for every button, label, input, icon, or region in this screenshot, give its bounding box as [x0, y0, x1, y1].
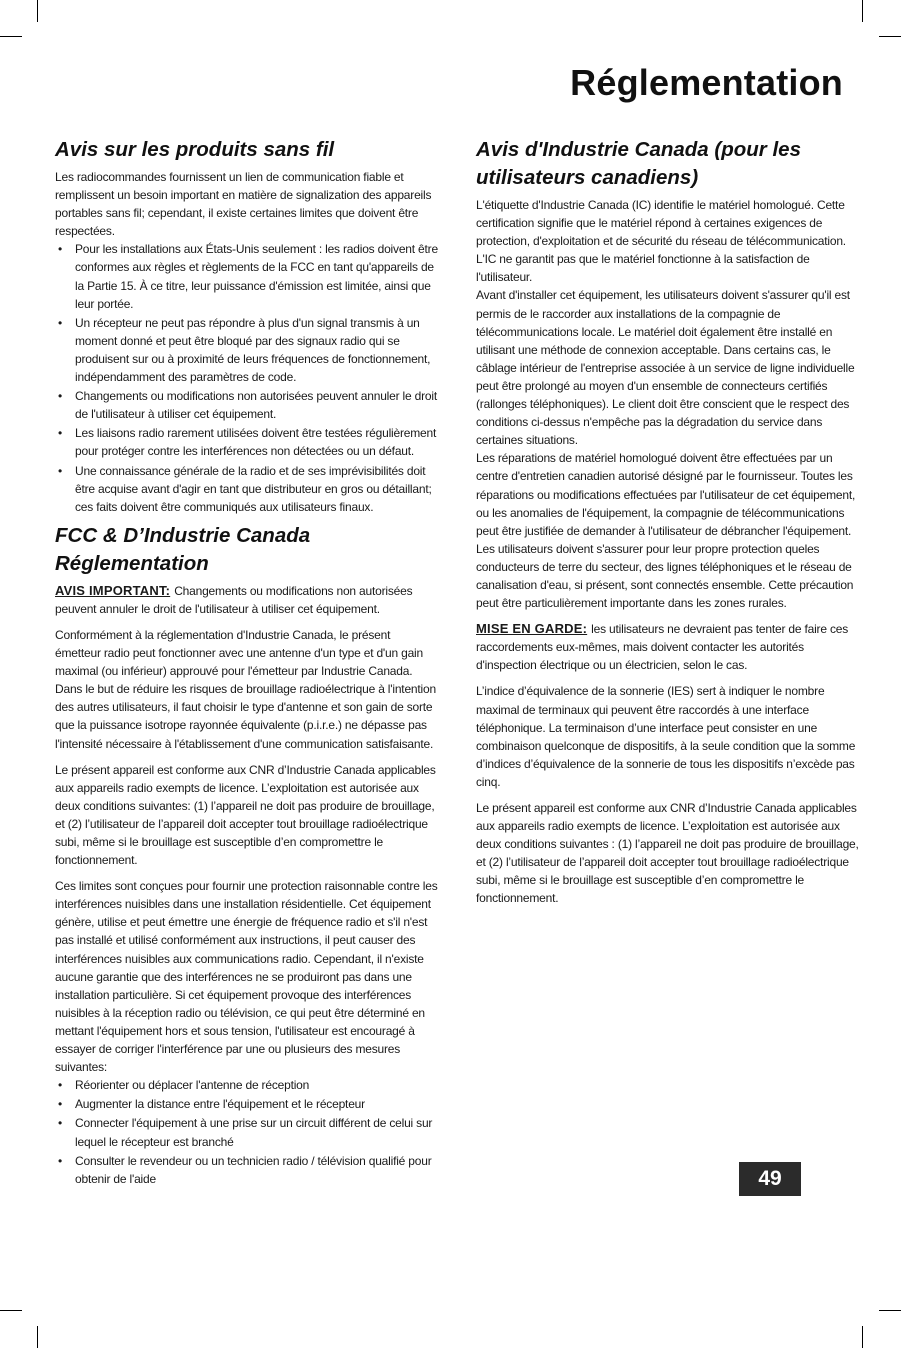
list-item: • Réorienter ou déplacer l'antenne de réception — [55, 1076, 439, 1094]
left-column — [55, 136, 439, 1194]
page-title: Réglementation — [570, 62, 843, 103]
list-item: • Consulter le revendeur ou un technicien radio / télévision qualifié pour obtenir de l'aide — [55, 1152, 439, 1188]
fcc-paragraph: Ces limites sont conçues pour fournir une protection raisonnable contre les interférences nuisibles dans une installation résidentielle. Cet équipement génère, utilise et peut émettre une énergie de fréquence radio et s'il n'est pas installé et utilisé conformément aux instructions, il peut causer des interférences nuisibles aux communications radio. Cependant, il n'existe aucune garantie que des interférences ne se produiront pas dans une installation particulière. Si cet équipement provoque des interférences nuisibles à la réception radio ou télévision, ce qui peut être déterminé en mettant l'équipement hors et sous tension, l'utilisateur est encouragé à essayer de corriger l'interférence par une ou plusieurs des mesures suivantes: — [55, 879, 438, 1075]
measures-bullet-list — [55, 1076, 439, 1188]
important-label: AVIS IMPORTANT: — [55, 582, 171, 598]
crop-mark — [37, 1326, 38, 1348]
section-heading-wireless: Avis sur les produits sans fil — [55, 138, 335, 161]
ic-paragraph: L’indice d’équivalence de la sonnerie (IES) sert à indiquer le nombre maximal de terminaux qui peuvent être raccordés à une interface téléphonique. La terminaison d’une interface peut consister en une combinaison quelconque de dispositifs, à la seule condition que la somme d’indices d’équivalence de la sonnerie de tous les dispositifs n’excède pas cinq. — [476, 684, 856, 789]
warning-label: MISE EN GARDE: — [476, 621, 588, 637]
ic-paragraph: L'étiquette d'Industrie Canada (IC) identifie le matériel homologué. Cette certification signifie que le matériel répond à certaines exigences de protection, d'exploitation et de sécurité du réseau de télécommunication. L'IC ne garantit pas que le matériel fonctionne à la satisfaction de l'utilisateur. — [476, 198, 846, 285]
right-column — [476, 136, 860, 916]
important-notice — [55, 582, 439, 618]
crop-mark — [862, 0, 863, 22]
fcc-paragraph: Le présent appareil est conforme aux CNR d’Industrie Canada applicables aux appareils radio exempts de licence. L’exploitation est autorisée aux deux conditions suivantes: (1) l’appareil ne doit pas produire de brouillage, et (2) l’utilisateur de l’appareil doit accepter tout brouillage radioélectrique subi, même si le brouillage est susceptible d’en compromettre le fonctionnement. — [55, 762, 436, 868]
fcc-paragraph: Conformément à la réglementation d'Industrie Canada, le présent émetteur radio peut fonctionner avec une antenne d'un type et d'un gain maximal (ou inférieur) approuvé pour l'émetteur par Industrie Canada. Dans le but de réduire les risques de brouillage radioélectrique à l'intention des autres utilisateurs, il faut choisir le type d'antenne et son gain de sorte que la puissance isotrope rayonnée équivalente (p.i.r.e.) ne dépasse pas l'intensité nécessaire à l'établissement d'une communication satisfaisante. — [55, 627, 436, 751]
list-item: • Un récepteur ne peut pas répondre à plus d'un signal transmis à un moment donné et peut être bloqué par des signaux radio qui se produisent sur ou à proximité de leurs fréquences de fonctionnement, indépendamment des paramètres de code. — [55, 314, 439, 386]
crop-mark — [879, 1310, 901, 1311]
crop-mark — [0, 1310, 22, 1311]
crop-mark — [879, 36, 901, 37]
crop-mark — [862, 1326, 863, 1348]
important-text: Changements ou modifications non autorisées peuvent annuler le droit de l'utilisateur à utiliser cet équipement. — [55, 583, 413, 616]
list-item: • Changements ou modifications non autorisées peuvent annuler le droit de l'utilisateur à utiliser cet équipement. — [55, 387, 439, 423]
section-heading-industry-canada: Avis d'Industrie Canada (pour les utilisateurs canadiens) — [476, 138, 801, 189]
ic-paragraph: Les réparations de matériel homologué doivent être effectuées par un centre d'entretien canadien autorisé désigné par le fournisseur. Toutes les réparations ou modifications effectuées par l'utilisateur de cet équipement, ou les anomalies de l'équipement, la compagnie de télécommunications peut être justifiée de demander à l'utilisateur de débrancher l'équipement. Les utilisateurs doivent s'assurer pour leur propre protection queles conducteurs de terre du secteur, des lignes téléphoniques et le réseau de canalisation d'eau, si présent, sont connectés ensemble. Cette précaution peut être particulièrement importante dans les zones rurales. — [476, 451, 856, 611]
ic-paragraph: Le présent appareil est conforme aux CNR d’Industrie Canada applicables aux appareils radio exempts de licence. L’exploitation est autorisée aux deux conditions suivantes : (1) l’appareil ne doit pas produire de brouillage, et (2) l’utilisateur de l’appareil doit accepter tout brouillage radioélectrique subi, même si le brouillage est susceptible d’en compromettre le fonctionnement. — [476, 801, 859, 906]
crop-mark — [0, 36, 22, 37]
ic-paragraph: Avant d'installer cet équipement, les utilisateurs doivent s'assurer qu'il est permis de le raccorder aux installations de la compagnie de télécommunications locale. Le matériel doit également être installé en utilisant une méthode de connexion acceptable. Dans certains cas, le câblage intérieur de l'entreprise associée à un service de ligne individuelle peut être prolongé au moyen d'un ensemble de connecteurs certifiés (rallonges téléphoniques). Le client doit être conscient que le respect des conditions ci-dessus n'empêche pas la dégradation du service dans certaines situations. — [476, 288, 855, 448]
warning-notice — [476, 620, 860, 674]
list-item: • Augmenter la distance entre l'équipement et le récepteur — [55, 1095, 439, 1113]
list-item: • Pour les installations aux États-Unis seulement : les radios doivent être conformes aux règles et règlements de la FCC en tant qu'appareils de la Partie 15. À ce titre, leur puissance d'émission est limitée, ainsi que leur portée. — [55, 240, 439, 312]
list-item: • Connecter l'équipement à une prise sur un circuit différent de celui sur lequel le récepteur est branché — [55, 1114, 439, 1150]
list-item: • Les liaisons radio rarement utilisées doivent être testées régulièrement pour protéger contre les interférences non détectées ou un défaut. — [55, 424, 439, 460]
warning-text: les utilisateurs ne devraient pas tenter de faire ces raccordements eux-mêmes, mais doivent contacter les autorités d'inspection électrique ou un électricien, selon le cas. — [476, 622, 849, 673]
wireless-bullet-list — [55, 240, 439, 515]
page-number: 49 — [739, 1162, 801, 1196]
wireless-intro: Les radiocommandes fournissent un lien de communication fiable et remplissent un besoin important en matière de signalization des appareils portables sans fil; cependant, il existe certaines limites que doivent être respectées. — [55, 170, 432, 239]
list-item: • Une connaissance générale de la radio et de ses imprévisibilités doit être acquise avant d'agir en tant que distributeur en gros ou détaillant; ces faits doivent être communiqués aux utilisateurs finaux. — [55, 462, 439, 516]
section-heading-fcc: FCC & D’Industrie Canada Réglementation — [55, 523, 311, 575]
crop-mark — [37, 0, 38, 22]
